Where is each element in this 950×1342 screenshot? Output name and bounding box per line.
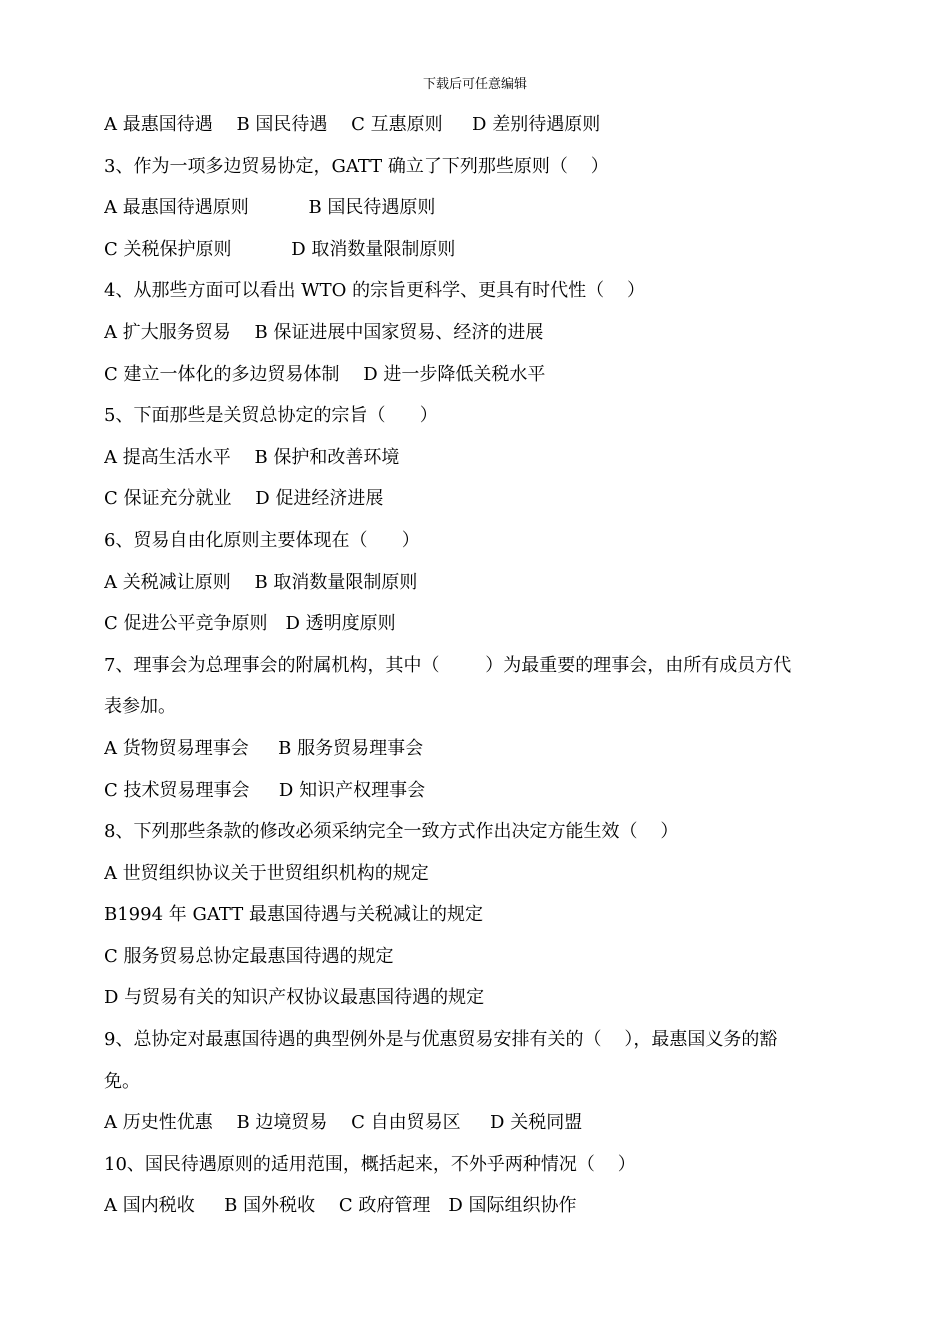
option-line: C 促进公平竞争原则 D 透明度原则	[104, 613, 396, 635]
option-line: A 国内税收 B 国外税收 C 政府管理 D 国际组织协作	[104, 1195, 577, 1217]
option-line: A 最惠国待遇 B 国民待遇 C 互惠原则 D 差别待遇原则	[104, 114, 601, 135]
option-line: D 与贸易有关的知识产权协议最惠国待遇的规定	[104, 987, 485, 1009]
option-line: A 最惠国待遇原则 B 国民待遇原则	[104, 197, 436, 219]
option-line: A 历史性优惠 B 边境贸易 C 自由贸易区 D 关税同盟	[104, 1112, 583, 1134]
question-8: 8、下列那些条款的修改必须采纳完全一致方式作出决定方能生效（ ）	[104, 821, 679, 843]
question-7: 7、理事会为总理事会的附属机构，其中（ ）为最重要的理事会，由所有成员方代	[104, 654, 792, 676]
question-9: 9、总协定对最惠国待遇的典型例外是与优惠贸易安排有关的（ ），最惠国义务的豁	[104, 1029, 778, 1051]
question-6: 6、贸易自由化原则主要体现在（ ）	[104, 529, 420, 551]
option-line: C 关税保护原则 D 取消数量限制原则	[104, 238, 456, 260]
option-line: A 提高生活水平 B 保护和改善环境	[104, 446, 400, 468]
option-line: A 货物贸易理事会 B 服务贸易理事会	[104, 737, 424, 759]
option-line: C 技术贸易理事会 D 知识产权理事会	[104, 779, 426, 801]
question-3: 3、作为一项多边贸易协定，GATT 确立了下列那些原则（ ）	[104, 155, 609, 177]
option-line: A 世贸组织协议关于世贸组织机构的规定	[104, 862, 429, 884]
question-5: 5、下面那些是关贸总协定的宗旨（ ）	[104, 405, 438, 427]
question-7-continued: 表参加。	[104, 696, 176, 718]
option-line: C 保证充分就业 D 促进经济进展	[104, 488, 384, 510]
question-9-continued: 免。	[104, 1070, 140, 1092]
question-10: 10、国民待遇原则的适用范围，概括起来，不外乎两种情况（ ）	[104, 1153, 636, 1175]
option-line: A 扩大服务贸易 B 保证进展中国家贸易、经济的进展	[104, 321, 544, 343]
option-line: C 建立一体化的多边贸易体制 D 进一步降低关税水平	[104, 363, 546, 385]
page-header: 下载后可任意编辑	[422, 77, 527, 92]
document-body	[104, 104, 849, 1227]
option-line: A 关税减让原则 B 取消数量限制原则	[104, 571, 418, 593]
option-line: C 服务贸易总协定最惠国待遇的规定	[104, 945, 394, 967]
option-line: B1994 年 GATT 最惠国待遇与关税减让的规定	[104, 904, 483, 926]
question-4: 4、从那些方面可以看出 WTO 的宗旨更科学、更具有时代性（ ）	[104, 280, 646, 302]
